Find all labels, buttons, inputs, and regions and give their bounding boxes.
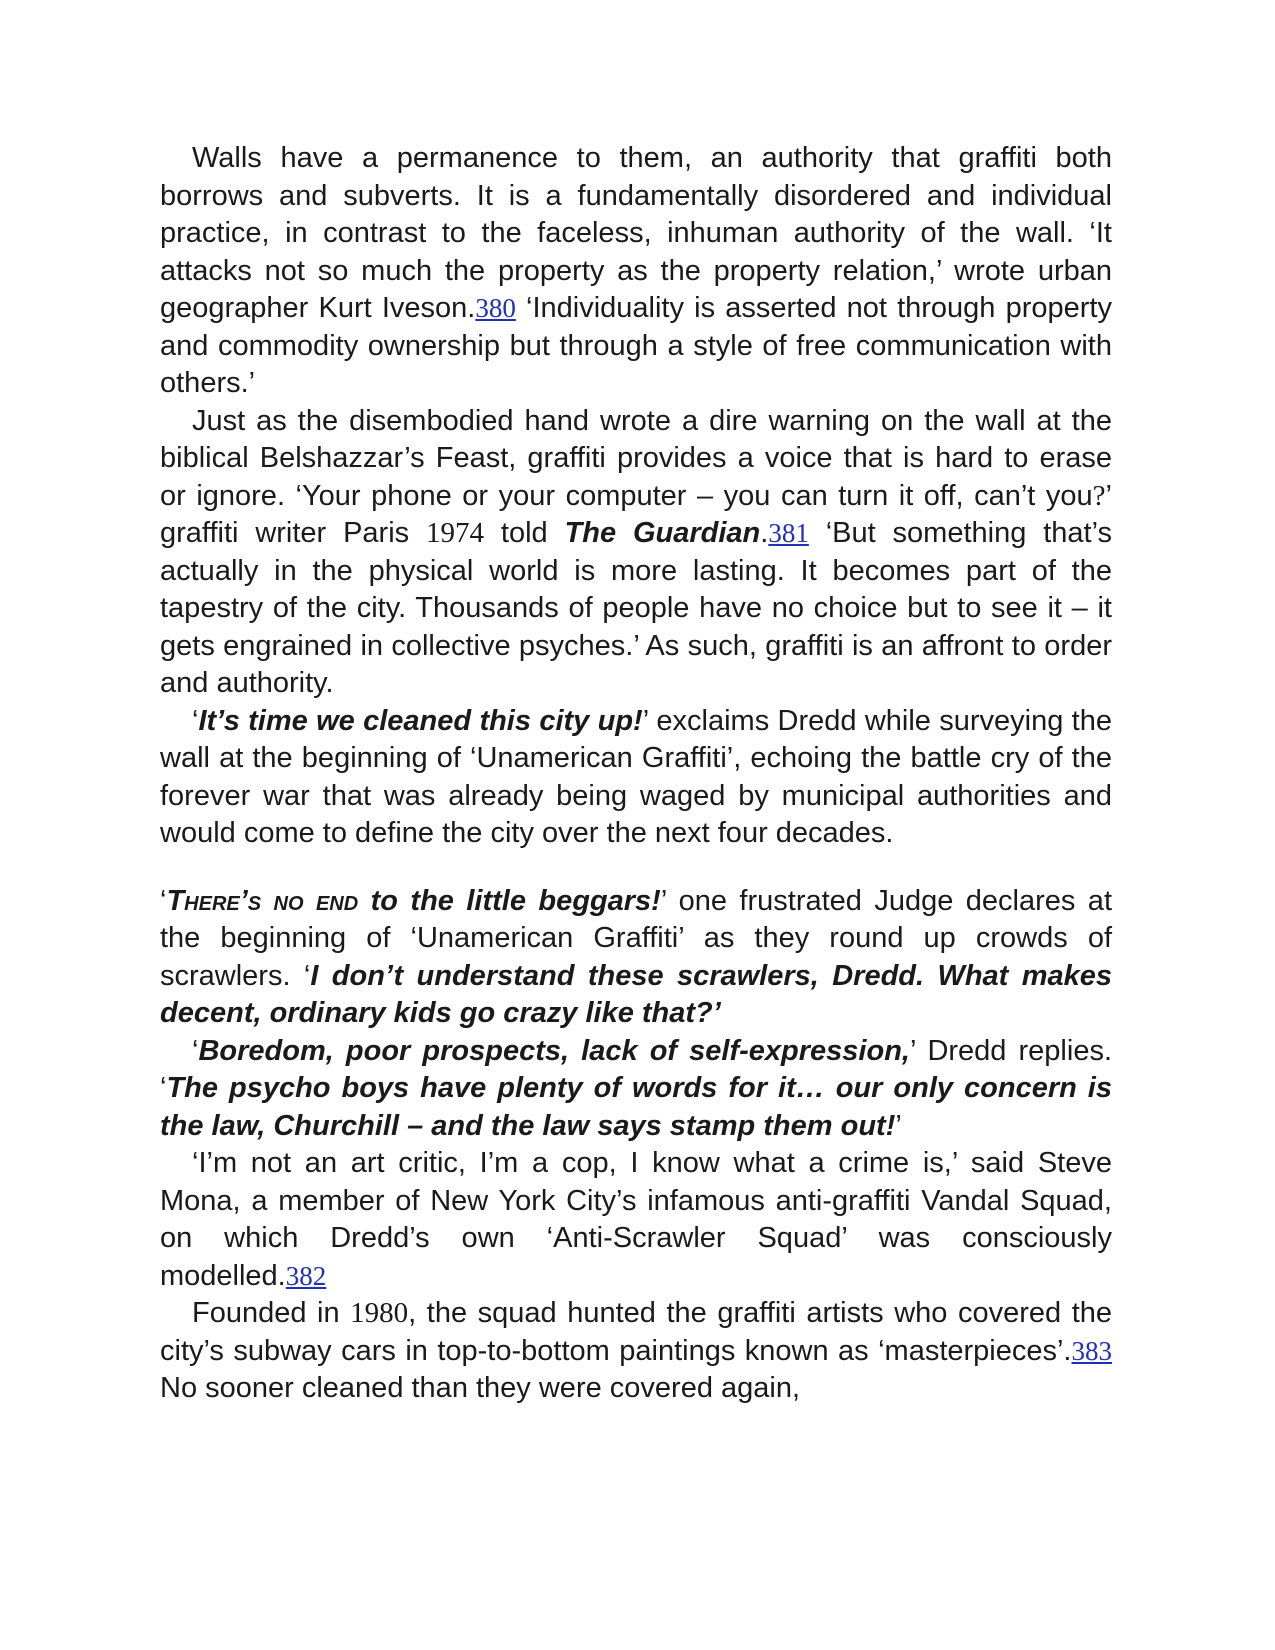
- churchill-quote: I don’t understand these scrawlers, Dredd. What makes decent, ordinary kids go crazy like that?’: [160, 959, 1112, 1029]
- paragraph-text: ’ graffiti writer Paris: [160, 479, 1112, 549]
- year-text: 1974: [426, 517, 485, 549]
- paragraph-vandal-squad: [160, 1295, 1112, 1408]
- paragraph-text: ’ exclaims Dredd while surveying the wall at the beginning of ‘Unamerican Graffiti’, echoing the battle cry of the forever war that was already being waged by municipal authorities and would come to define the city over the next four decades.: [160, 704, 1112, 849]
- footnote-link-381[interactable]: 381: [768, 518, 809, 548]
- judge-quote: to the little beggars!: [358, 884, 661, 917]
- paragraph-text: ‘Individuality is asserted not through property and commodity ownership but through a style of free communication with others.’: [160, 292, 1112, 399]
- paragraph-text: ‘: [192, 1034, 199, 1067]
- paragraph-text: .: [760, 517, 769, 549]
- paragraph-text: ’ one frustrated Judge declares at the beginning of ‘Unamerican Graffiti’ as they round up crowds of scrawlers. ‘: [160, 884, 1112, 992]
- paragraph-text: ’ Dredd replies. ‘: [160, 1034, 1113, 1104]
- paragraph-text: ‘I’m not an art critic, I’m a cop, I know what a crime is,’ said Steve Mona, a member of New York City’s infamous anti-graffiti Vandal Squad, on which Dredd’s own ‘Anti-Scrawler Squad’ was consciously modelled.: [160, 1147, 1112, 1292]
- footnote-link-380[interactable]: 380: [475, 293, 516, 323]
- paragraph-text: Walls have a permanence to them, an authority that graffiti both borrows and subverts. It is a fundamentally disordered and individual practice, in contrast to the faceless, inhuman authority of the wall. ‘It attacks not so much the property as the property relation,’ wrote urban geographer Kurt Iveson.: [160, 142, 1112, 324]
- paragraph-boredom: [160, 1033, 1112, 1146]
- paragraph-text: ‘: [192, 704, 199, 737]
- year-text: 1980: [350, 1297, 409, 1329]
- paragraph-beggars: [160, 883, 1112, 1033]
- paragraph-walls: [160, 140, 1112, 403]
- paragraph-belshazzar: [160, 403, 1112, 703]
- dredd-quote: Boredom, poor prospects, lack of self-expression,: [198, 1034, 910, 1067]
- publication-title: The Guardian: [564, 517, 761, 549]
- footnote-link-382[interactable]: 382: [285, 1260, 327, 1291]
- dredd-quote: It’s time we cleaned this city up!: [198, 704, 643, 737]
- question-mark: ?: [1092, 479, 1106, 512]
- paragraph-text: told: [484, 517, 565, 549]
- footnote-link-383[interactable]: 383: [1071, 1335, 1112, 1366]
- book-page: [160, 140, 1112, 1408]
- paragraph-text: No sooner cleaned than they were covered again,: [160, 1372, 801, 1404]
- small-caps-quote: There’s no end: [166, 884, 359, 917]
- paragraph-clean-city: [160, 703, 1112, 853]
- paragraph-text: Founded in: [192, 1297, 351, 1329]
- paragraph-text: Just as the disembodied hand wrote a dire warning on the wall at the biblical Belshazzar’s Feast, graffiti provides a voice that is hard to erase or ignore. ‘Your phone or your computer – you can turn it off, can’t you: [160, 404, 1112, 512]
- paragraph-text: ‘But something that’s actually in the physical world is more lasting. It becomes part of the tapestry of the city. Thousands of people have no choice but to see it – it gets engrained in collective psyches.’ As such, graffiti is an affront to order and authority.: [160, 517, 1113, 699]
- paragraph-text: ’: [895, 1109, 902, 1142]
- dredd-quote: The psycho boys have plenty of words for it… our only concern is the law, Churchill – and the law says stamp them out!: [160, 1072, 1112, 1142]
- paragraph-text: ‘: [160, 884, 167, 917]
- paragraph-mona: [160, 1145, 1112, 1295]
- paragraph-text: , the squad hunted the graffiti artists who covered the city’s subway cars in top-to-bottom paintings known as ‘masterpieces’.: [160, 1297, 1113, 1367]
